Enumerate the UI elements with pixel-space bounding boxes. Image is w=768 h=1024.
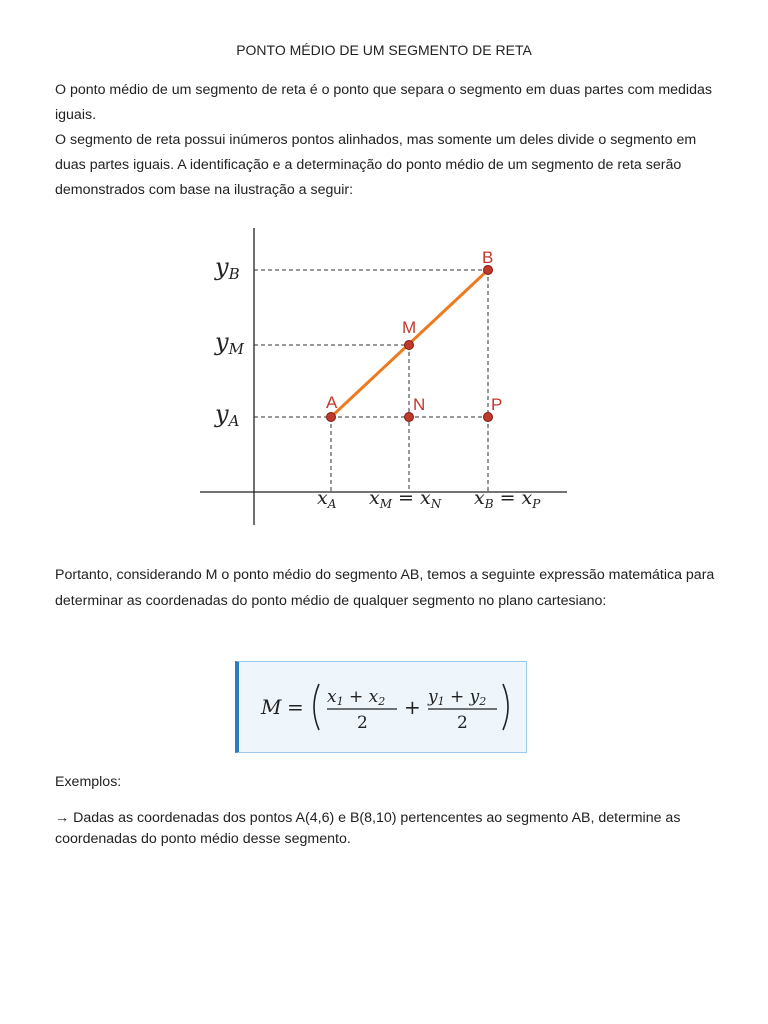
- label-A: A: [326, 393, 338, 412]
- label-xB-xP: $x_B = x_P$: [474, 487, 541, 511]
- paragraph-definition: O ponto médio de um segmento de reta é o ponto que separa o segmento em duas partes com medidas iguais.: [55, 82, 712, 123]
- formula-equals: =: [287, 695, 304, 719]
- label-xM-xN: $x_M = x_N$: [369, 487, 442, 511]
- label-xA: $x_A$: [317, 487, 337, 511]
- paragraph-explanation: O segmento de reta possui inúmeros pontos alinhados, mas somente um deles divide o segmento em duas partes iguais. A identificação e a determinação do ponto médio de um segmento de reta serão demonstrados com base na ilustração a seguir:: [55, 132, 697, 198]
- formula-den-1: 2: [357, 713, 368, 733]
- formula-lhs: M: [261, 695, 282, 719]
- label-yB: yB: [215, 253, 240, 283]
- formula-left-paren: [314, 684, 319, 730]
- formula-right-paren: [503, 684, 508, 730]
- formula-box: [235, 661, 527, 753]
- formula-plus: +: [404, 695, 421, 719]
- formula-den-2: 2: [457, 713, 468, 733]
- label-yA: yA: [215, 400, 240, 430]
- midpoint-figure: [195, 225, 575, 535]
- midpoint-formula: [239, 662, 527, 752]
- paragraph-expression-intro: Portanto, considerando M o ponto médio do segmento AB, temos a seguinte expressão matemática para determinar as coordenadas do ponto médio de qualquer segmento no plano cartesiano:: [55, 567, 715, 609]
- example-1-text: → Dadas as coordenadas dos pontos A(4,6) e B(8,10) pertencentes ao segmento AB, determine as coordenadas do ponto médio desse segmento.: [55, 810, 681, 847]
- label-M: M: [402, 318, 417, 337]
- label-yM: yM: [215, 328, 244, 358]
- label-P: P: [491, 395, 503, 414]
- formula-y1-plus-y2: y1 + y2: [428, 687, 487, 708]
- examples-heading: Exemplos:: [55, 774, 122, 790]
- point-A: [327, 413, 336, 422]
- label-B: B: [482, 248, 494, 267]
- point-M: [405, 341, 414, 350]
- label-N: N: [413, 395, 426, 414]
- midpoint-diagram: [195, 225, 575, 530]
- page-title: PONTO MÉDIO DE UM SEGMENTO DE RETA: [236, 42, 532, 58]
- formula-x1-plus-x2: x1 + x2: [327, 687, 386, 708]
